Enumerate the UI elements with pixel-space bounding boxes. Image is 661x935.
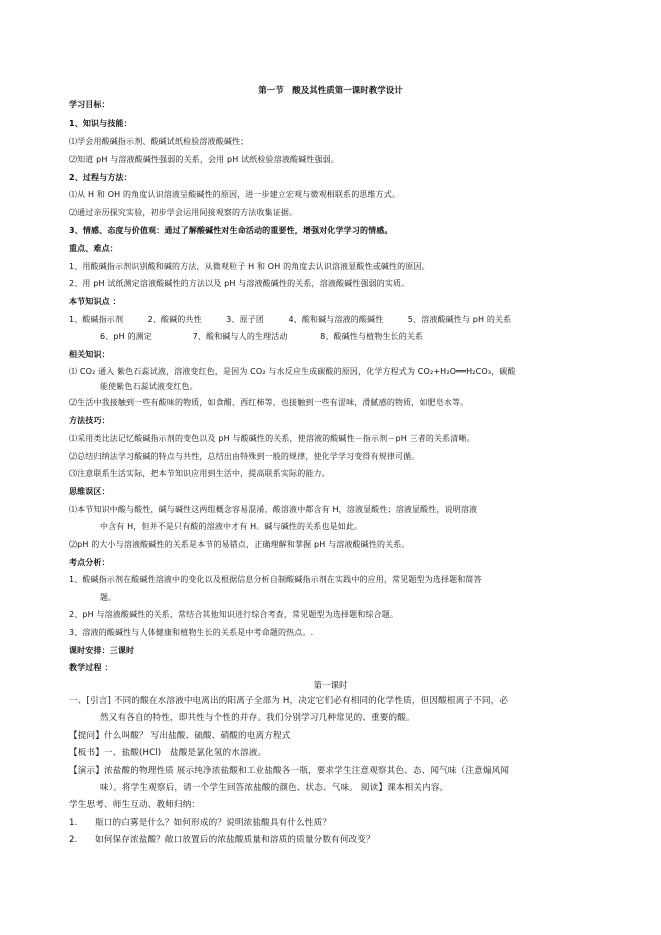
lesson-board-line: 【板书】一、盐酸(HCl) 盐酸是氯化氢的水溶液。 xyxy=(69,748,267,758)
lesson-heading: 第一课时 xyxy=(313,681,348,691)
related-line: 能使紫色石蕊试液变红色。 xyxy=(100,382,198,391)
attitude-line: 3、情感、态度与价值观：通过了解酸碱性对生命活动的重要性，增强对化学学习的情感。 xyxy=(69,226,393,235)
related-heading: 相关知识： xyxy=(69,350,110,359)
unit-points-heading: 本节知识点 ： xyxy=(69,297,121,306)
exam-line: 2、pH 与溶液酸碱性的关系，常结合其他知识进行综合考查，常见题型为选择题和综合题。 xyxy=(69,610,399,619)
misconceptions-heading: 思维误区： xyxy=(69,487,110,496)
document-title: 第一节 酸及其性质第一课时教学设计 xyxy=(258,86,403,96)
lesson-intro-line: 然又有各自的特性，即共性与个性的并存。我们分别学习几种常见的、重要的酸。 xyxy=(100,713,415,723)
misconception-line: 中含有 H，但并不是只有酸的溶液中才有 H。碱与碱性的关系也是如此。 xyxy=(100,522,363,531)
method-item: ⑶注意联系生活实际，把本节知识应用到生活中，提高联系实际的能力。 xyxy=(69,469,330,478)
unit-points-row: 1、酸碱指示剂 2、酸碱的共性 3、原子团 4、酸和碱与溶液的酸碱性 5、溶液酸碱性与 pH 的关系 xyxy=(69,315,512,324)
methods-heading: 方法技巧： xyxy=(69,416,110,425)
related-line: ⑴ CO₂ 通入 紫色石蕊试液，溶液变红色，是因为 CO₂ 与水反应生成碳酸的原因，化学方程式为 CO₂+H₂O══H₂CO₃，碳酸 xyxy=(69,367,516,376)
knowledge-item: ⑵知道 pH 与溶液酸碱性强弱的关系，会用 pH 试纸检验溶液酸碱性强弱。 xyxy=(69,155,339,164)
lesson-demo-line: 【演示】浓盐酸的物理性质 展示纯净浓盐酸和工业盐酸各一瓶，要求学生注意观察其色、态、闻气味（注意煽风闻 xyxy=(69,766,510,776)
method-item: ⑴采用类比法记忆酸碱指示剂的变色以及 pH 与酸碱性的关系，使溶液的酸碱性－指示剂－pH 三者的关系清晰。 xyxy=(69,434,475,443)
exam-line: 3、溶液的酸碱性与人体健康和植物生长的关系是中考命题的热点。. xyxy=(69,628,314,637)
key-point-item: 1、用酸碱指示剂识别酸和碱的方法，从微观粒子 H 和 OH 的角度去认识溶液显酸性或碱性的原因。 xyxy=(69,262,430,271)
lesson-question: 1. 瓶口的白雾是什么？如何形成的？说明浓盐酸具有什么性质？ xyxy=(69,818,332,828)
misconception-line: ⑴本节知识中酸与酸性，碱与碱性这两组概念容易混淆，酸溶液中都含有 H，溶液显酸性；溶液显酸性，说明溶液 xyxy=(69,505,478,514)
lesson-ask-line: 【提问】什么叫酸？ 写出盐酸、硫酸、硝酸的电离方程式 xyxy=(69,731,291,741)
lesson-discuss-line: 学生思考、师生互动、教师归纳： xyxy=(69,800,201,810)
lesson-intro-line: 一、[引言] 不同的酸在水溶液中电离出的阳离子全部为 H，决定它们必有相同的化学性质，但因酸根离子不同，必 xyxy=(69,696,509,706)
process-heading: 2、过程与方法： xyxy=(69,173,132,182)
objectives-heading: 学习目标： xyxy=(69,100,110,109)
process-item: ⑴从 H 和 OH 的角度认识溶液呈酸碱性的原因，进一步建立宏观与微观相联系的思维方式。 xyxy=(69,190,401,199)
hours-line: 课时安排：三课时 xyxy=(69,646,135,655)
exam-line: 1、酸碱指示剂在酸碱性溶液中的变化以及根据信息分析自制酸碱指示剂在实践中的应用，常见题型为选择题和简答 xyxy=(69,575,482,584)
unit-points-row: 6、pH 的测定 7、酸和碱与人的生理活动 8、酸碱性与植物生长的关系 xyxy=(100,332,424,341)
knowledge-item: ⑴学会用酸碱指示剂、酸碱试纸检验溶液酸碱性； xyxy=(69,137,249,146)
key-points-heading: 重点、难点： xyxy=(69,244,118,253)
related-line: ⑵生活中我接触到一些有酸味的物质，如食醋、西红柿等，也接触到一些有涩味，滑腻感的物质，如肥皂水等。 xyxy=(69,398,469,407)
process-item: ⑵通过亲历探究实验，初步学会运用间接观察的方法收集证据。 xyxy=(69,208,298,217)
lesson-demo-line: 味）。将学生观察后，请一个学生回答浓盐酸的颜色、状态、气味。 阅读】课本相关内容。 xyxy=(100,783,449,793)
exam-line: 题。 xyxy=(100,593,117,602)
exam-heading: 考点分析： xyxy=(69,558,110,567)
knowledge-heading: 1、知识与技能： xyxy=(69,119,132,128)
lesson-question: 2. 如何保存浓盐酸？敞口放置后的浓盐酸质量和溶质的质量分数有何改变？ xyxy=(69,835,375,845)
method-item: ⑵总结归纳法学习酸碱的特点与共性，总结出由特殊到一般的规律，使化学学习变得有规律可循。 xyxy=(69,452,420,461)
process-label: 教学过程 ： xyxy=(69,663,113,672)
key-point-item: 2、用 pH 试纸测定溶液酸碱性的方法以及 pH 与溶液酸碱性的关系，溶液酸碱性强弱的实质。 xyxy=(69,279,410,288)
misconception-line: ⑵pH 的大小与溶液酸碱性的关系是本节的易错点，正确理解和掌握 pH 与溶液酸碱性的关系。 xyxy=(69,540,410,549)
